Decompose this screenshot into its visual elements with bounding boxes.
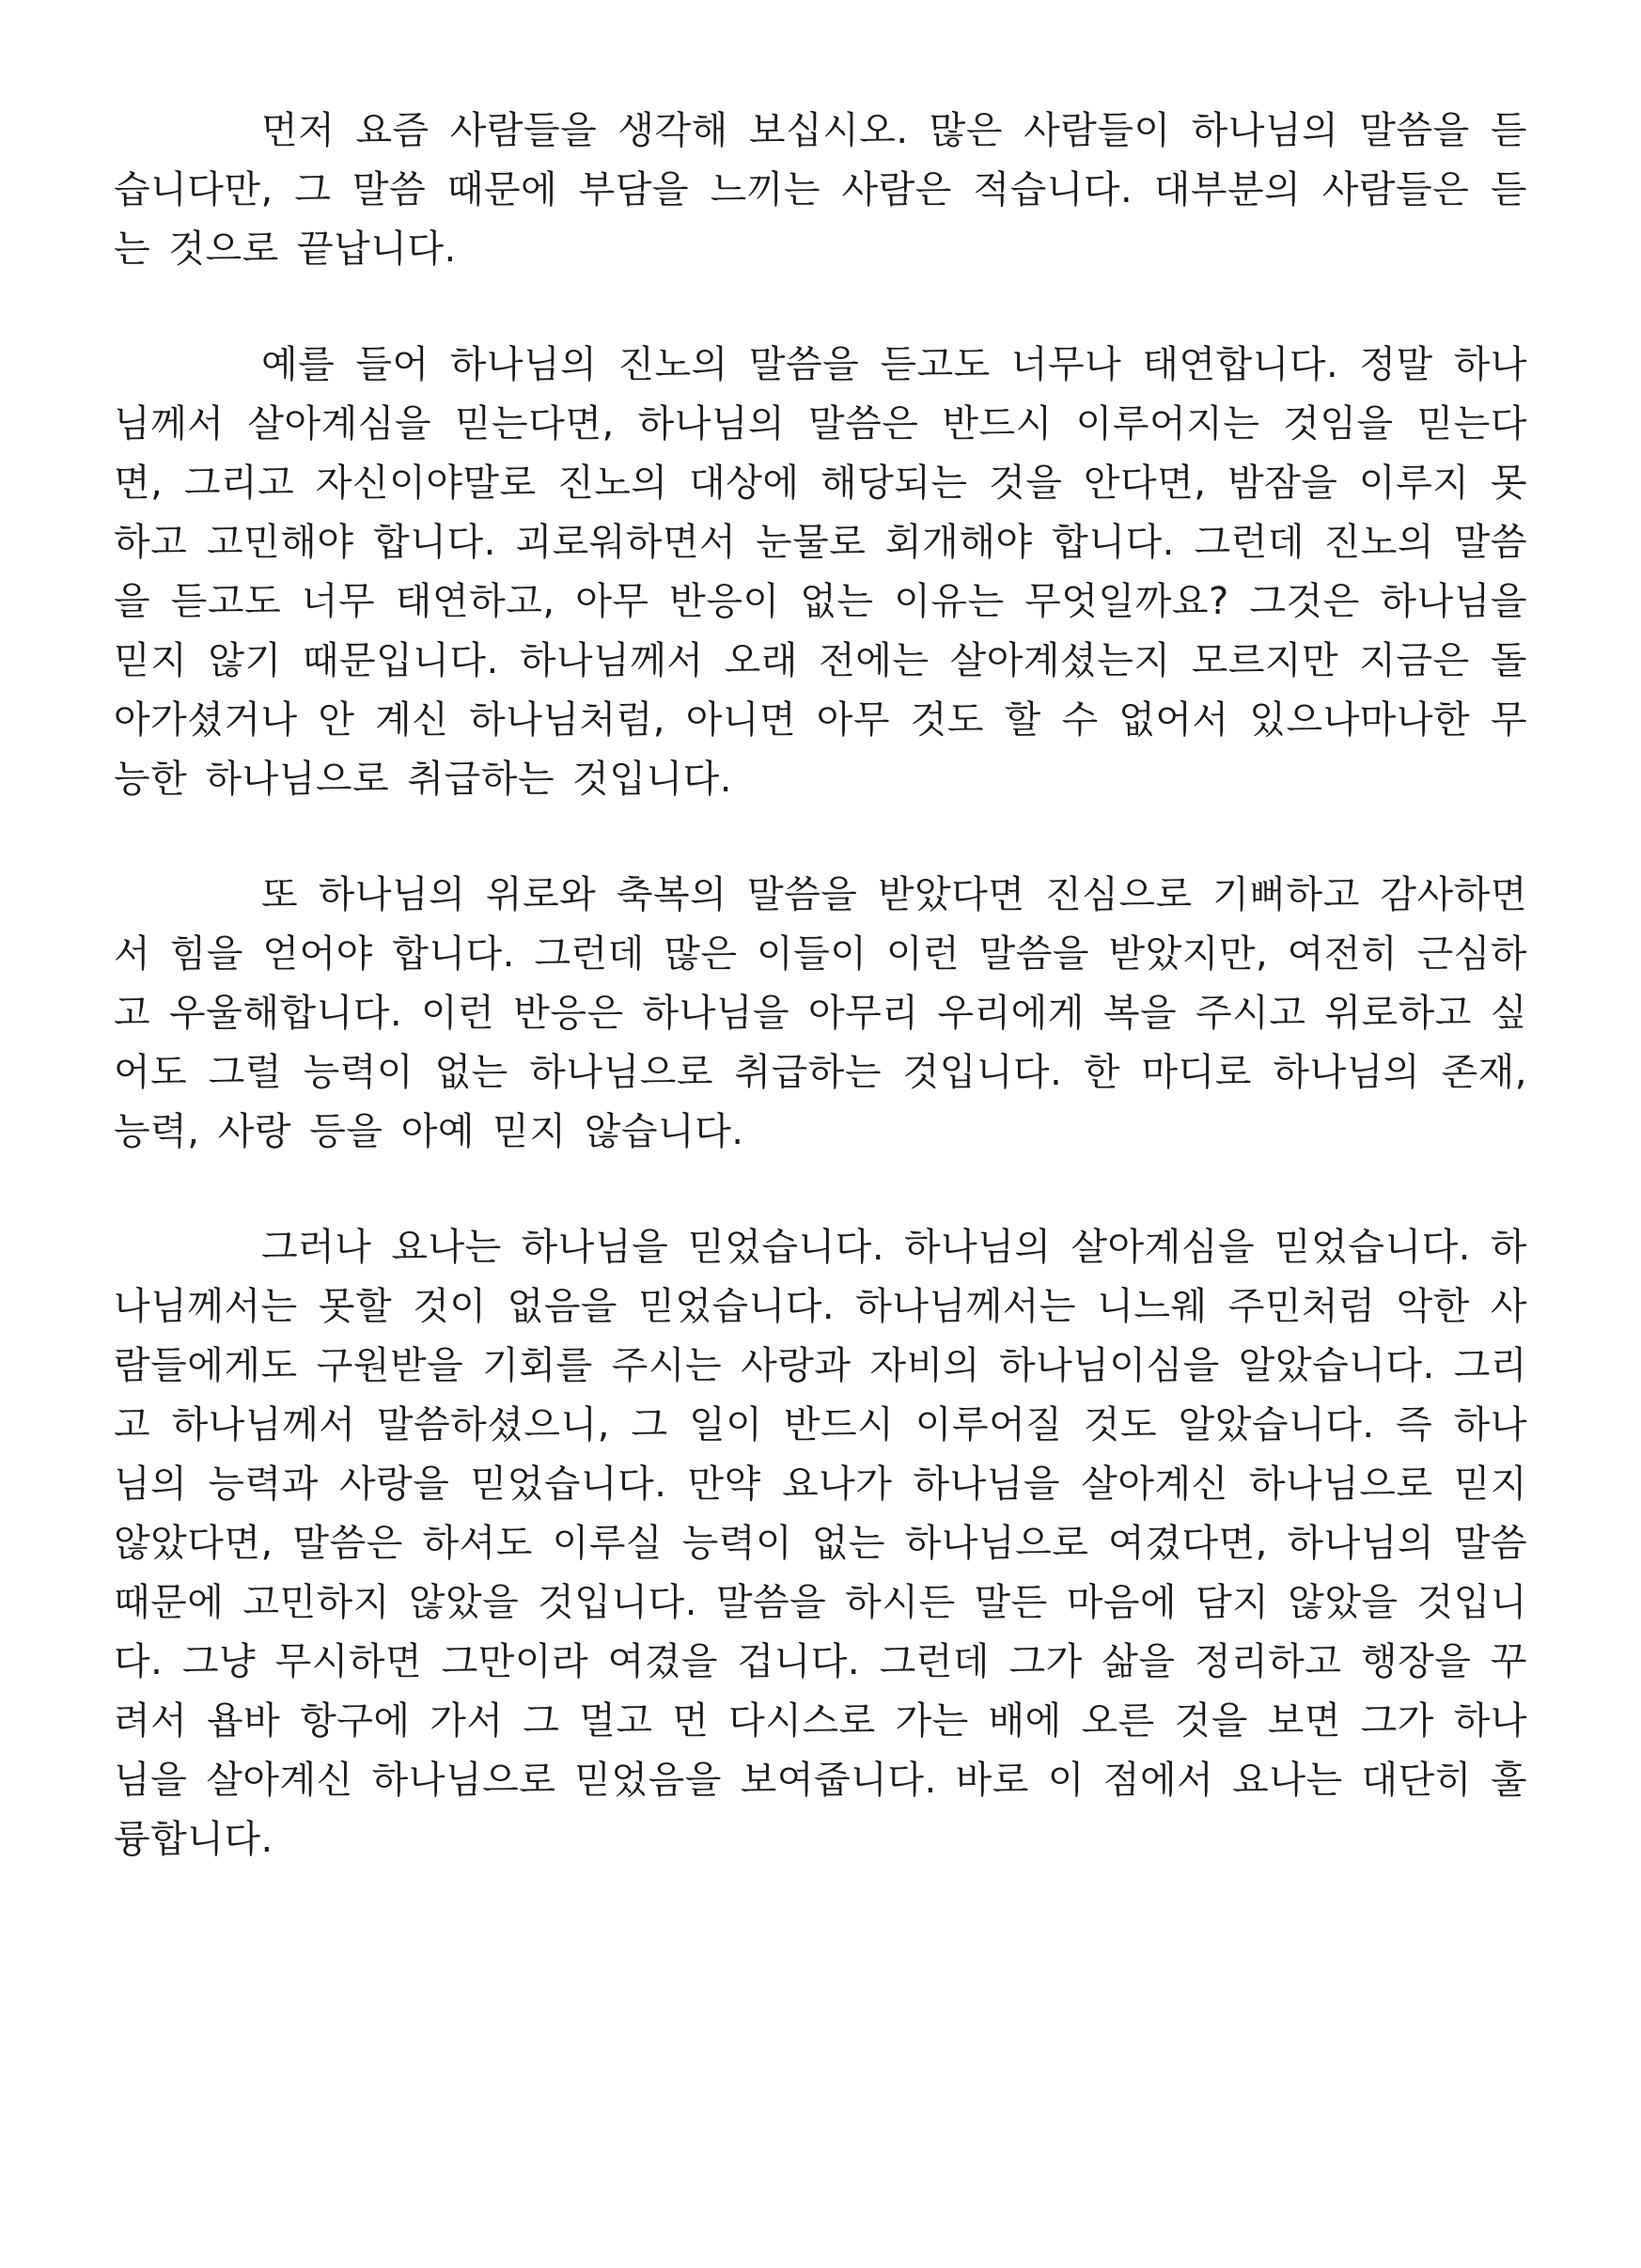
document-page — [114, 102, 1527, 1869]
paragraph-3: 또 하나님의 위로와 축복의 말씀을 받았다면 진심으로 기뻐하고 감사하면서 힘을 얻어야 합니다. 그런데 많은 이들이 이런 말씀을 받았지만, 여전히 근심하고 우울해합니다. 이런 반응은 하나님을 아무리 우리에게 복을 주시고 위로하고 싶어도 그럴 능력이 없는 하나님으로 취급하는 것입니다. 한 마디로 하나님의 존재, 능력, 사랑 등을 아예 믿지 않습니다. — [114, 873, 1527, 1153]
paragraph-1: 먼저 요즘 사람들을 생각해 보십시오. 많은 사람들이 하나님의 말씀을 듣습니다만, 그 말씀 때문에 부담을 느끼는 사람은 적습니다. 대부분의 사람들은 듣는 것으로 끝납니다. — [114, 109, 1527, 271]
paragraph-4: 그러나 요나는 하나님을 믿었습니다. 하나님의 살아계심을 믿었습니다. 하나님께서는 못할 것이 없음을 믿었습니다. 하나님께서는 니느웨 주민처럼 악한 사람들에게도 구원받을 기회를 주시는 사랑과 자비의 하나님이심을 알았습니다. 그리고 하나님께서 말씀하셨으니, 그 일이 반드시 이루어질 것도 알았습니다. 즉 하나님의 능력과 사랑을 믿었습니다. 만약 요나가 하나님을 살아계신 하나님으로 믿지 않았다면, 말씀은 하셔도 이루실 능력이 없는 하나님으로 여겼다면, 하나님의 말씀 때문에 고민하지 않았을 것입니다. 말씀을 하시든 말든 마음에 담지 않았을 것입니다. 그냥 무시하면 그만이라 여겼을 겁니다. 그런데 그가 삶을 정리하고 행장을 꾸려서 욥바 항구에 가서 그 멀고 먼 다시스로 가는 배에 오른 것을 보면 그가 하나님을 살아계신 하나님으로 믿었음을 보여줍니다. 바로 이 점에서 요나는 대단히 훌륭합니다. — [114, 1226, 1527, 1861]
paragraph-2: 예를 들어 하나님의 진노의 말씀을 듣고도 너무나 태연합니다. 정말 하나님께서 살아계심을 믿는다면, 하나님의 말씀은 반드시 이루어지는 것임을 믿는다면, 그리고 자신이야말로 진노의 대상에 해당되는 것을 안다면, 밤잠을 이루지 못하고 고민해야 합니다. 괴로워하면서 눈물로 회개해야 합니다. 그런데 진노의 말씀을 듣고도 너무 태연하고, 아무 반응이 없는 이유는 무엇일까요? 그것은 하나님을 믿지 않기 때문입니다. 하나님께서 오래 전에는 살아계셨는지 모르지만 지금은 돌아가셨거나 안 계신 하나님처럼, 아니면 아무 것도 할 수 없어서 있으나마나한 무능한 하나님으로 취급하는 것입니다. — [114, 343, 1527, 801]
